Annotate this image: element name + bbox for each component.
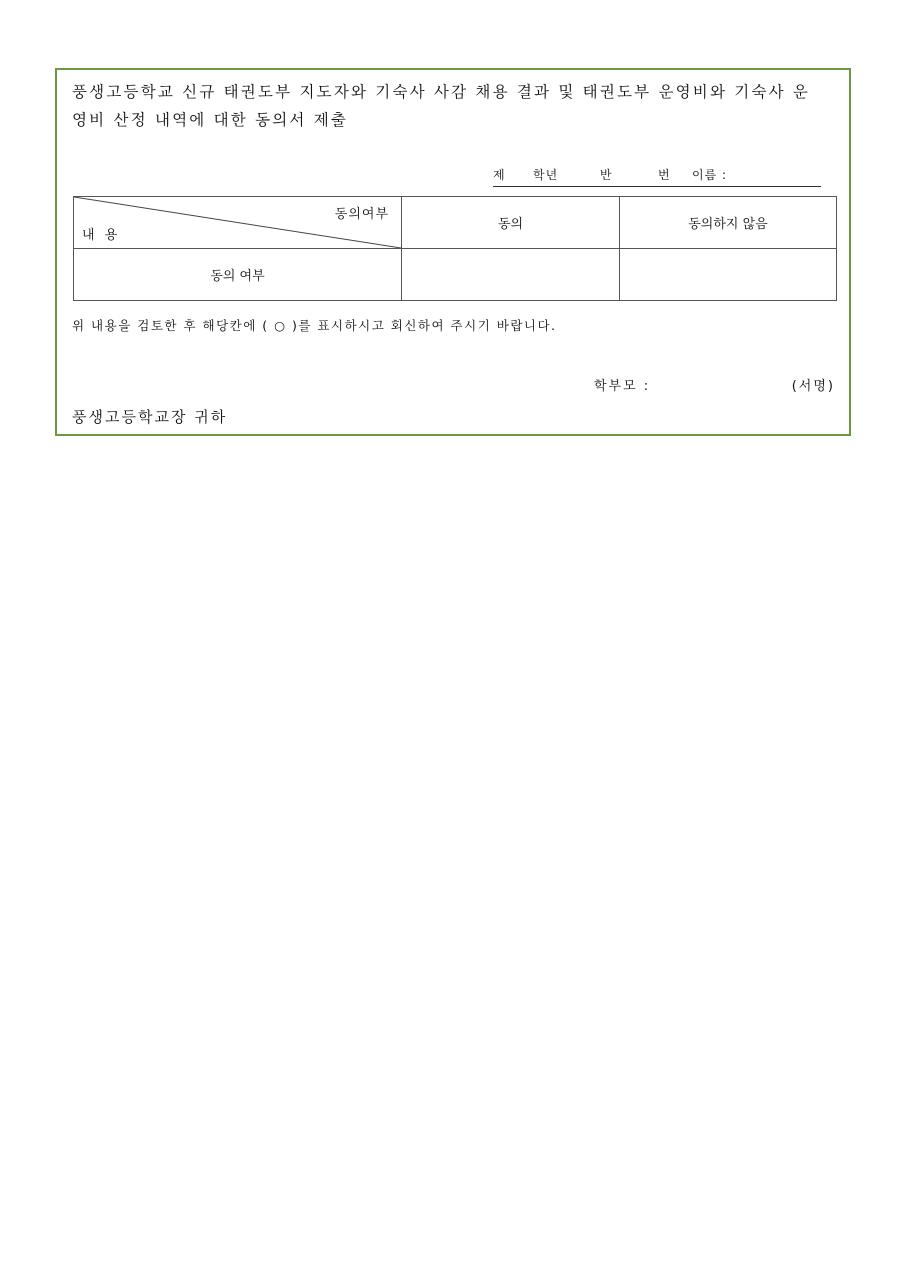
agree-column-header: 동의 [402,197,620,249]
parent-label: 학부모 : [594,379,651,394]
table-header-row [74,197,837,249]
grade-label: 학년 [533,168,559,182]
disagree-column-header: 동의하지 않음 [620,197,837,249]
signature-label: (서명) [791,379,835,394]
consent-status-header: 동의여부 [334,207,389,222]
row-label: 동의 여부 [74,249,402,301]
form-title-line-1: 풍생고등학교 신규 태권도부 지도자와 기숙사 사감 채용 결과 및 태권도부 운영비와 기숙사 운 [72,83,811,101]
instruction-notice: 위 내용을 검토한 후 해당칸에 ( ○ )를 표시하시고 회신하여 주시기 바랍니다. [72,318,557,333]
class-label: 반 [600,168,613,182]
form-title-line-2: 영비 산정 내역에 대한 동의서 제출 [72,111,349,129]
number-label: 번 [658,168,671,182]
content-header: 내 용 [82,228,121,243]
student-info-line [493,166,821,187]
consent-form-frame [55,68,851,436]
diagonal-header-cell [74,197,402,249]
agree-cell[interactable] [402,249,620,301]
table-row [74,249,837,301]
addressee: 풍생고등학교장 귀하 [72,408,228,426]
form-title [72,78,837,134]
disagree-cell[interactable] [620,249,837,301]
grade-prefix: 제 [493,168,506,182]
name-label: 이름 : [692,168,728,182]
consent-table [73,196,837,301]
